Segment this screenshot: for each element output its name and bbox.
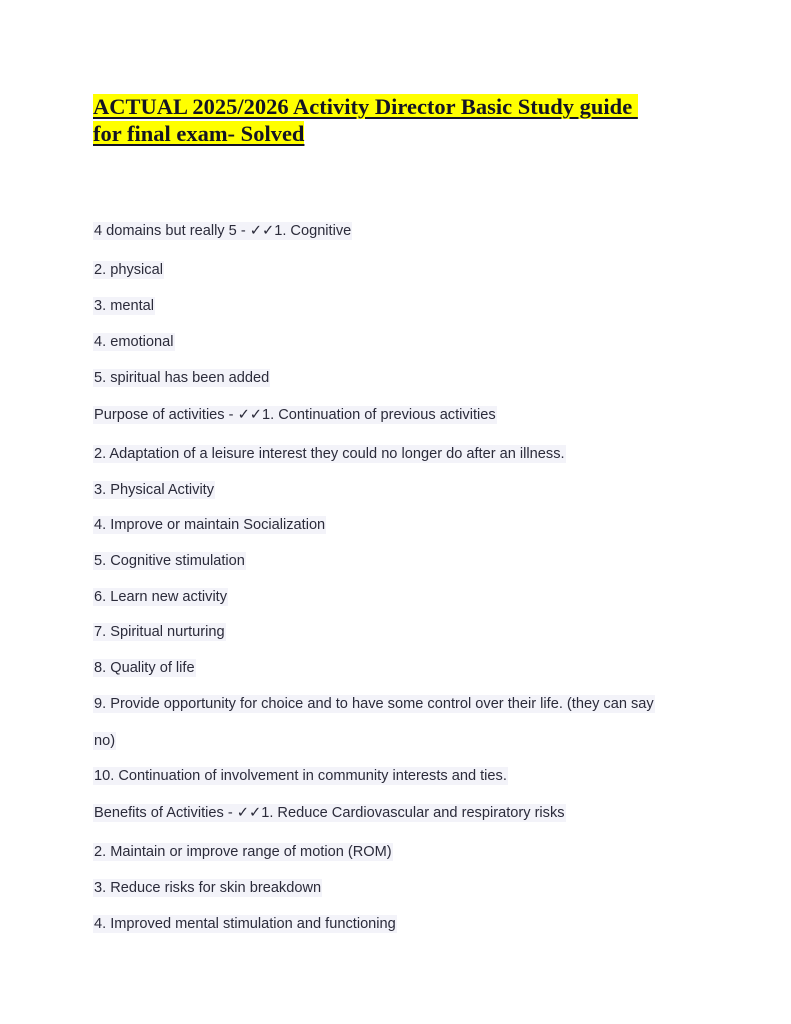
- title-line-2: for final exam- Solved: [93, 121, 305, 146]
- text-line: 7. Spiritual nurturing: [94, 624, 225, 640]
- text-line-domains: 4 domains but really 5 - ✓✓1. Cognitive: [94, 223, 352, 239]
- text-line: 4. emotional: [94, 334, 174, 350]
- text-line: 2. physical: [94, 262, 163, 278]
- text-line-benefits: Benefits of Activities - ✓✓1. Reduce Cardiovascular and respiratory risks: [94, 805, 565, 821]
- text-line: 5. Cognitive stimulation: [94, 553, 245, 569]
- text-line: 4. Improved mental stimulation and functioning: [94, 916, 396, 932]
- text-line: 8. Quality of life: [94, 660, 195, 676]
- text-line: 10. Continuation of involvement in community interests and ties.: [94, 768, 507, 784]
- title-line-1: ACTUAL 2025/2026 Activity Director Basic Study guide: [93, 94, 638, 119]
- text-line: 3. Reduce risks for skin breakdown: [94, 880, 322, 896]
- text-line: no): [94, 733, 116, 749]
- text-line: 3. mental: [94, 298, 155, 314]
- text-line: 3. Physical Activity: [94, 482, 215, 498]
- text-line: 9. Provide opportunity for choice and to have some control over their life. (they can say: [94, 696, 654, 712]
- text-line-purpose: Purpose of activities - ✓✓1. Continuation of previous activities: [94, 407, 496, 423]
- text-line: 5. spiritual has been added: [94, 370, 270, 386]
- text-line: 2. Maintain or improve range of motion (ROM): [94, 844, 392, 860]
- document-title: [93, 93, 733, 147]
- text-line: 2. Adaptation of a leisure interest they could no longer do after an illness.: [94, 446, 565, 462]
- text-line: 6. Learn new activity: [94, 589, 228, 605]
- text-line: 4. Improve or maintain Socialization: [94, 517, 326, 533]
